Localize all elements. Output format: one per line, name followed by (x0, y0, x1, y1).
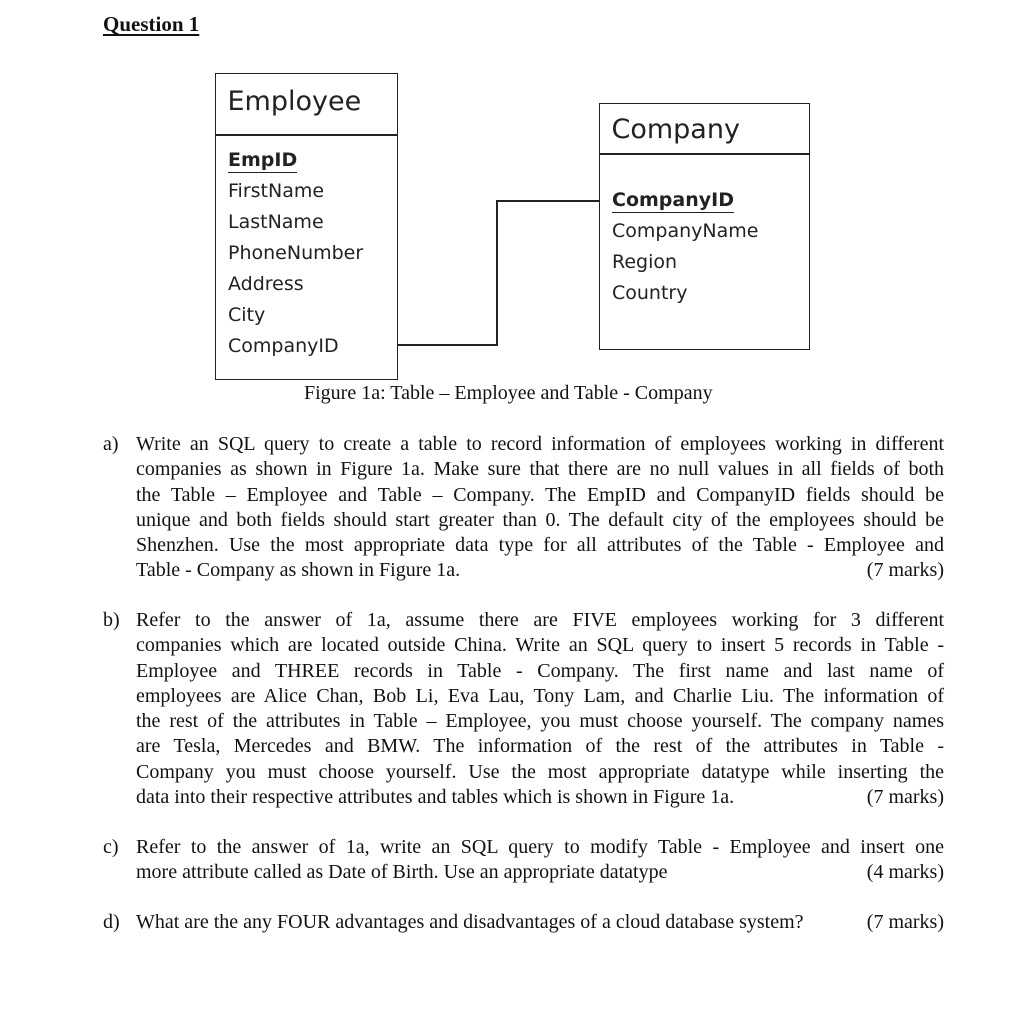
question-d-marks: (7 marks) (866, 911, 944, 933)
question-c-marks: (4 marks) (866, 861, 944, 884)
question-a-line: Shenzhen. Use the most appropriate data type for all attributes of the Table - Employee and (136, 534, 944, 557)
question-a-label: a) (103, 433, 119, 455)
question-b-line: employees are Alice Chan, Bob Li, Eva Lau, Tony Lam, and Charlie Liu. The information of (136, 684, 944, 707)
question-b-line: Company you must choose yourself. Use the most appropriate datatype while inserting the (136, 760, 944, 783)
question-d-label: d) (103, 911, 120, 933)
question-d-text (136, 910, 944, 935)
employee-field-companyid: CompanyID (228, 335, 339, 357)
question-b-line: Employee and THREE records in Table - Company. The first name and last name of (136, 659, 944, 682)
question-heading: Question 1 (103, 12, 200, 36)
question-a-text (136, 432, 944, 584)
company-field-country: Country (612, 282, 688, 304)
question-c-line: more attribute called as Date of Birth. Use an appropriate datatype (4 marks) (136, 860, 944, 885)
employee-field-firstname: FirstName (228, 180, 325, 202)
question-a-line: Write an SQL query to create a table to record information of employees working in different (136, 433, 944, 455)
question-b-line: Refer to the answer of 1a, assume there are FIVE employees working for 3 different (136, 609, 944, 631)
employee-field-empid: EmpID (228, 149, 298, 171)
question-b-line: the rest of the attributes in Table – Employee, you must choose yourself. The company names (136, 710, 944, 733)
question-b-line: data into their respective attributes and tables which is shown in Figure 1a. (7 marks) (136, 785, 944, 810)
question-a-line: Table - Company as shown in Figure 1a. (7 marks) (136, 558, 944, 583)
employee-title: Employee (215, 73, 398, 136)
question-c-line: Refer to the answer of 1a, write an SQL query to modify Table - Employee and insert one (136, 836, 944, 858)
company-field-companyname: CompanyName (612, 220, 759, 242)
relationship-connector (0, 0, 1021, 420)
question-b-line: companies which are located outside China. Write an SQL query to insert 5 records in Table - (136, 634, 944, 657)
question-a-line: unique and both fields should start greater than 0. The default city of the employees should be (136, 508, 944, 531)
question-b-label: b) (103, 609, 120, 631)
question-d-line: What are the any FOUR advantages and disadvantages of a cloud database system? (7 marks) (136, 910, 944, 935)
employee-field-address: Address (228, 273, 304, 295)
question-b-text (136, 608, 944, 810)
question-a-marks: (7 marks) (866, 559, 944, 582)
question-b-line: are Tesla, Mercedes and BMW. The information of the rest of the attributes in Table - (136, 735, 944, 758)
company-field-region: Region (612, 251, 678, 273)
question-a-line: the Table – Employee and Table – Company. The EmpID and CompanyID fields should be (136, 483, 944, 506)
question-c-label: c) (103, 836, 119, 858)
company-field-companyid: CompanyID (612, 189, 734, 211)
employee-field-phonenumber: PhoneNumber (228, 242, 364, 264)
question-b-marks: (7 marks) (866, 786, 944, 809)
company-title: Company (599, 103, 810, 155)
question-c-text (136, 835, 944, 886)
question-a-line: companies as shown in Figure 1a. Make sure that there are no null values in all fields of both (136, 458, 944, 481)
employee-field-lastname: LastName (228, 211, 324, 233)
employee-field-city: City (228, 304, 266, 326)
figure-caption: Figure 1a: Table – Employee and Table - Company (304, 382, 713, 404)
